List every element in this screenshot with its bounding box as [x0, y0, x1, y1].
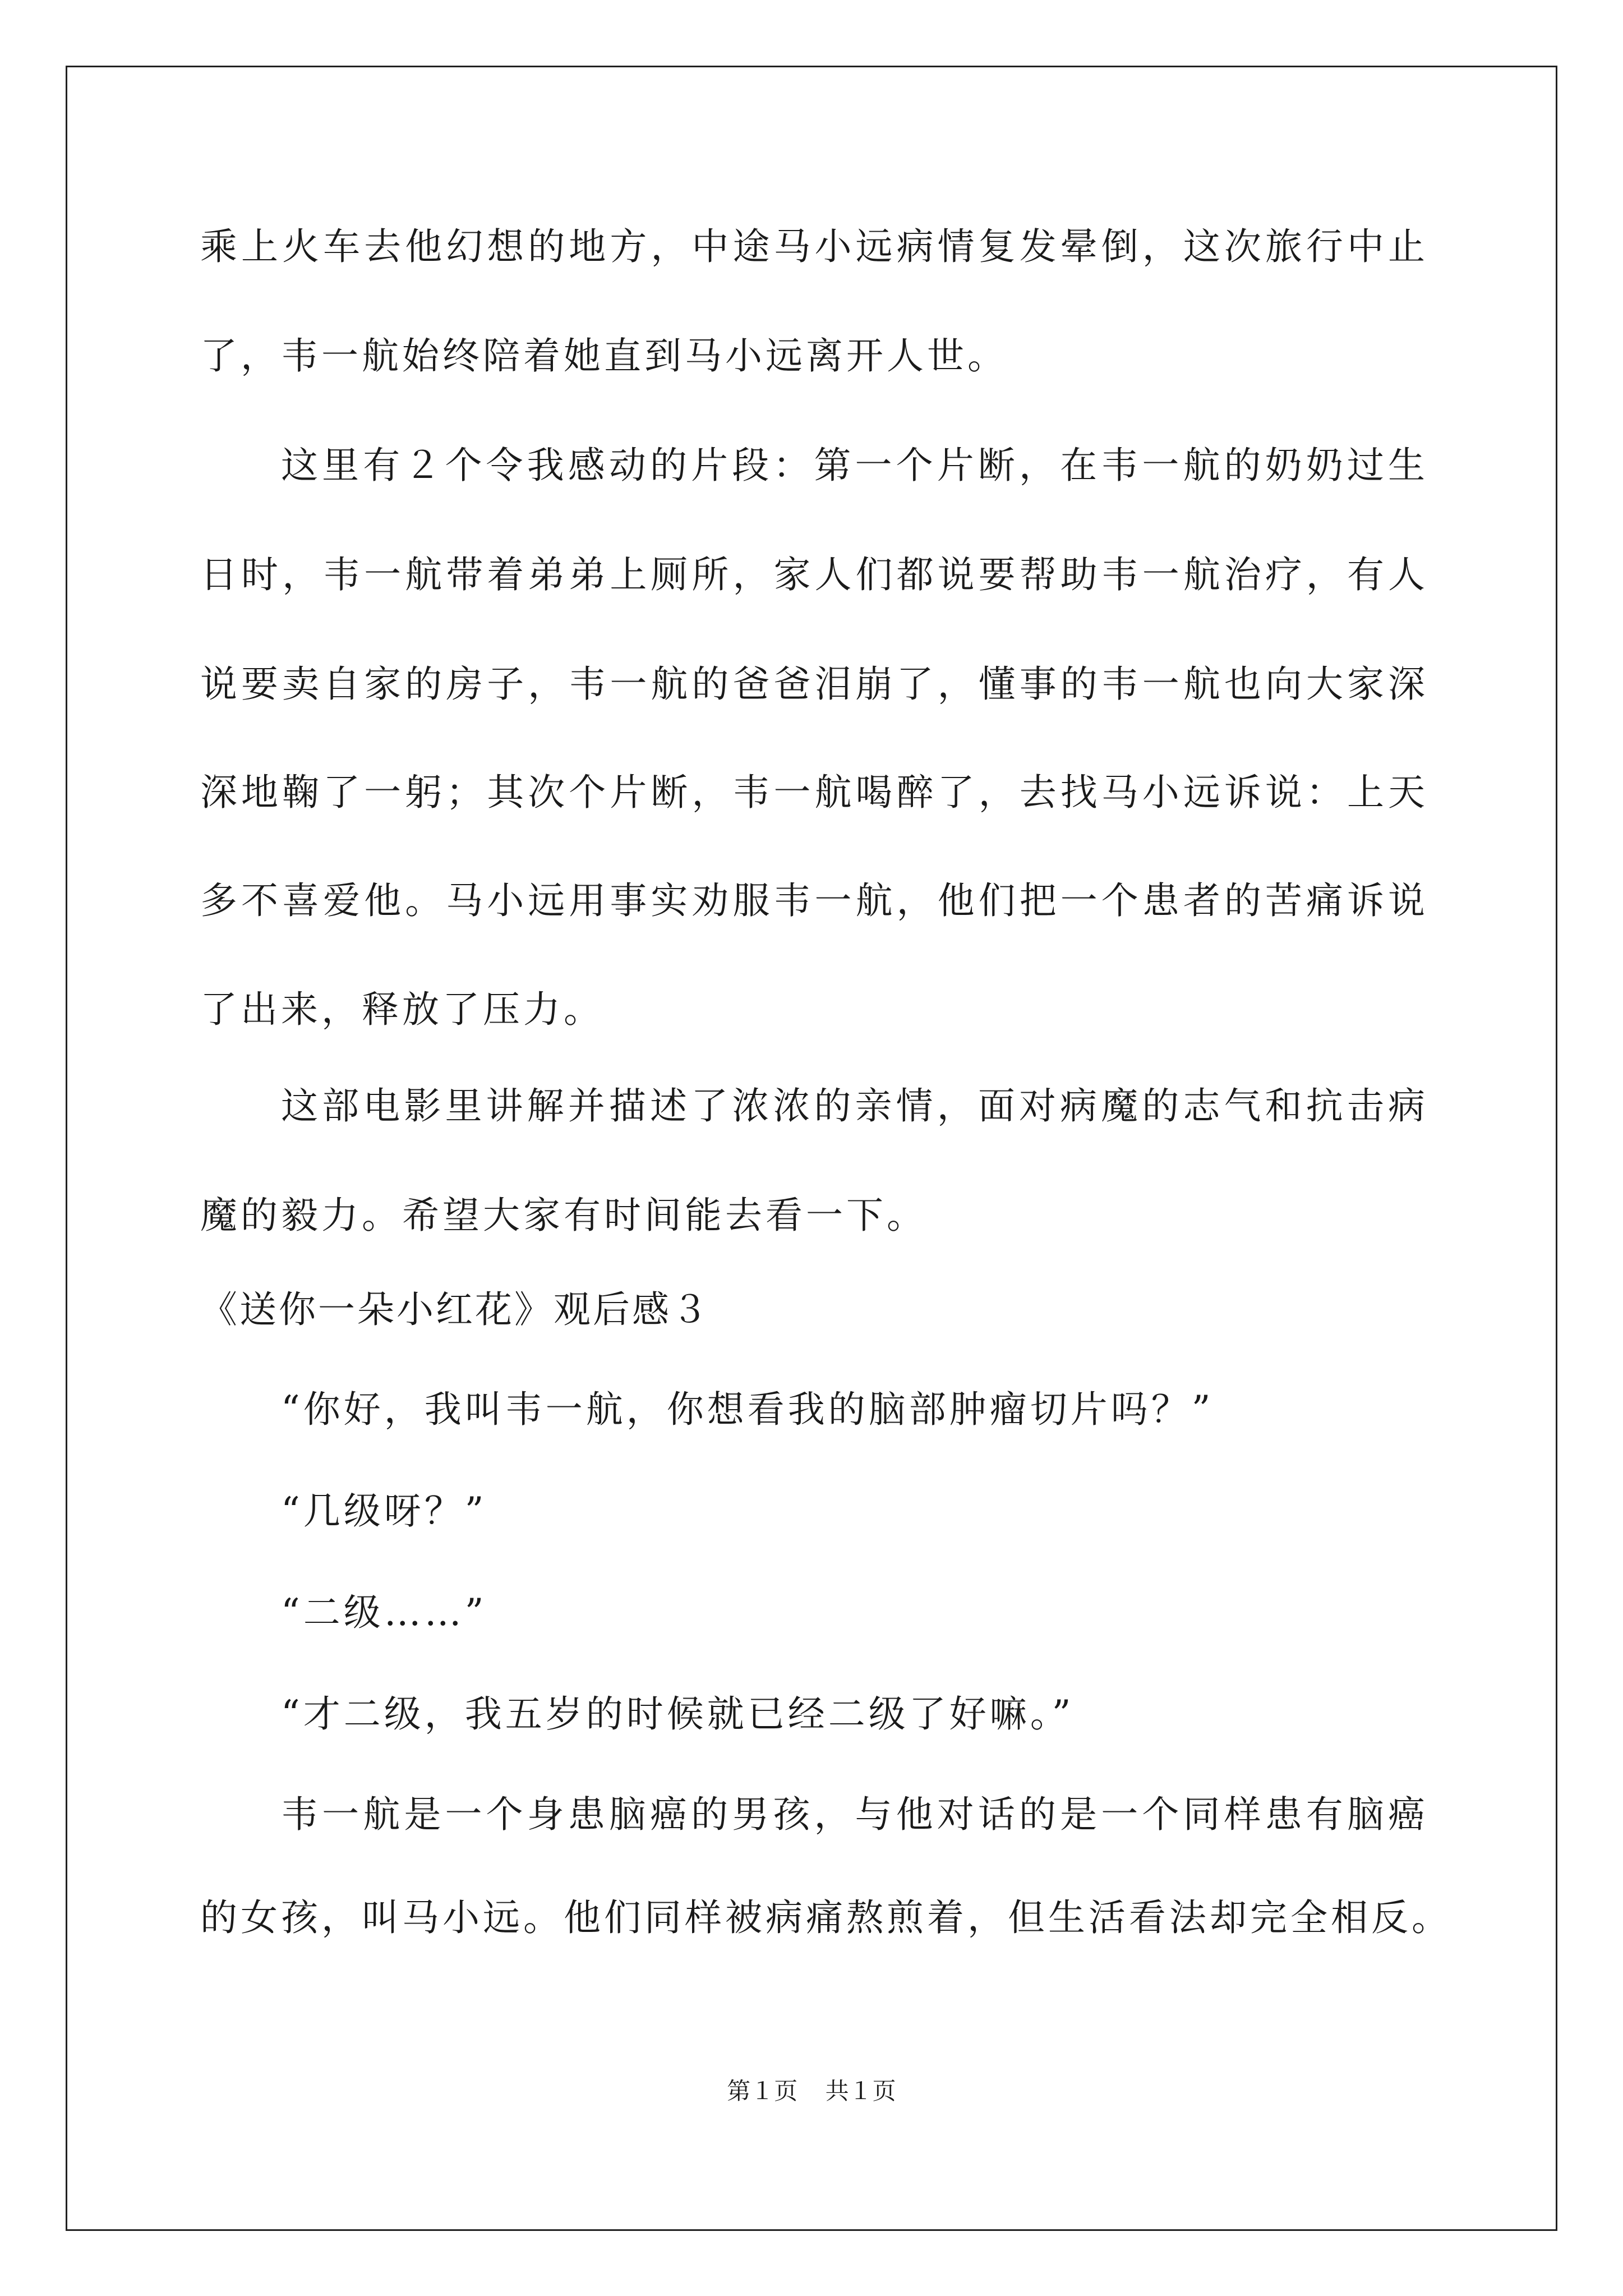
paragraph-line: 了，韦一航始终陪着她直到马小远离开人世。: [200, 334, 1008, 378]
dialogue-line: “几级呀？”: [281, 1489, 487, 1533]
paragraph-line: 这部电影里讲解并描述了浓浓的亲情，面对病魔的志气和抗击病: [281, 1084, 1428, 1128]
paragraph-line: 日时，韦一航带着弟弟上厕所，家人们都说要帮助韦一航治疗，有人: [200, 553, 1428, 596]
dialogue-line: “二级……”: [281, 1591, 487, 1634]
dialogue-line: “才二级，我五岁的时候就已经二级了好嘛。”: [281, 1692, 1075, 1736]
paragraph-line: 多不喜爱他。马小远用事实劝服韦一航，他们把一个患者的苦痛诉说: [200, 879, 1428, 922]
page-number: 第１页: [727, 2077, 798, 2105]
paragraph-line: 了出来，释放了压力。: [200, 988, 604, 1031]
paragraph-line: 的女孩，叫马小远。他们同样被病痛熬煎着，但生活看法却完全相反。: [200, 1896, 1452, 1939]
paragraph-line: 深地鞠了一躬；其次个片断，韦一航喝醉了，去找马小远诉说：上天: [200, 771, 1428, 814]
section-heading: 《送你一朵小红花》观后感３: [200, 1288, 711, 1331]
paragraph-line: 说要卖自家的房子，韦一航的爸爸泪崩了，懂事的韦一航也向大家深: [200, 662, 1428, 706]
paragraph-line: 韦一航是一个身患脑癌的男孩，与他对话的是一个同样患有脑癌: [281, 1793, 1428, 1836]
paragraph-line: 这里有２个令我感动的片段：第一个片断，在韦一航的奶奶过生: [281, 444, 1428, 487]
paragraph-line: 魔的毅力。希望大家有时间能去看一下。: [200, 1194, 927, 1237]
page-footer: [0, 2076, 1623, 2107]
page-total: 共１页: [825, 2077, 896, 2105]
dialogue-line: “你好，我叫韦一航，你想看我的脑部肿瘤切片吗？”: [281, 1388, 1214, 1431]
paragraph-line: 乘上火车去他幻想的地方，中途马小远病情复发晕倒，这次旅行中止: [200, 225, 1428, 268]
